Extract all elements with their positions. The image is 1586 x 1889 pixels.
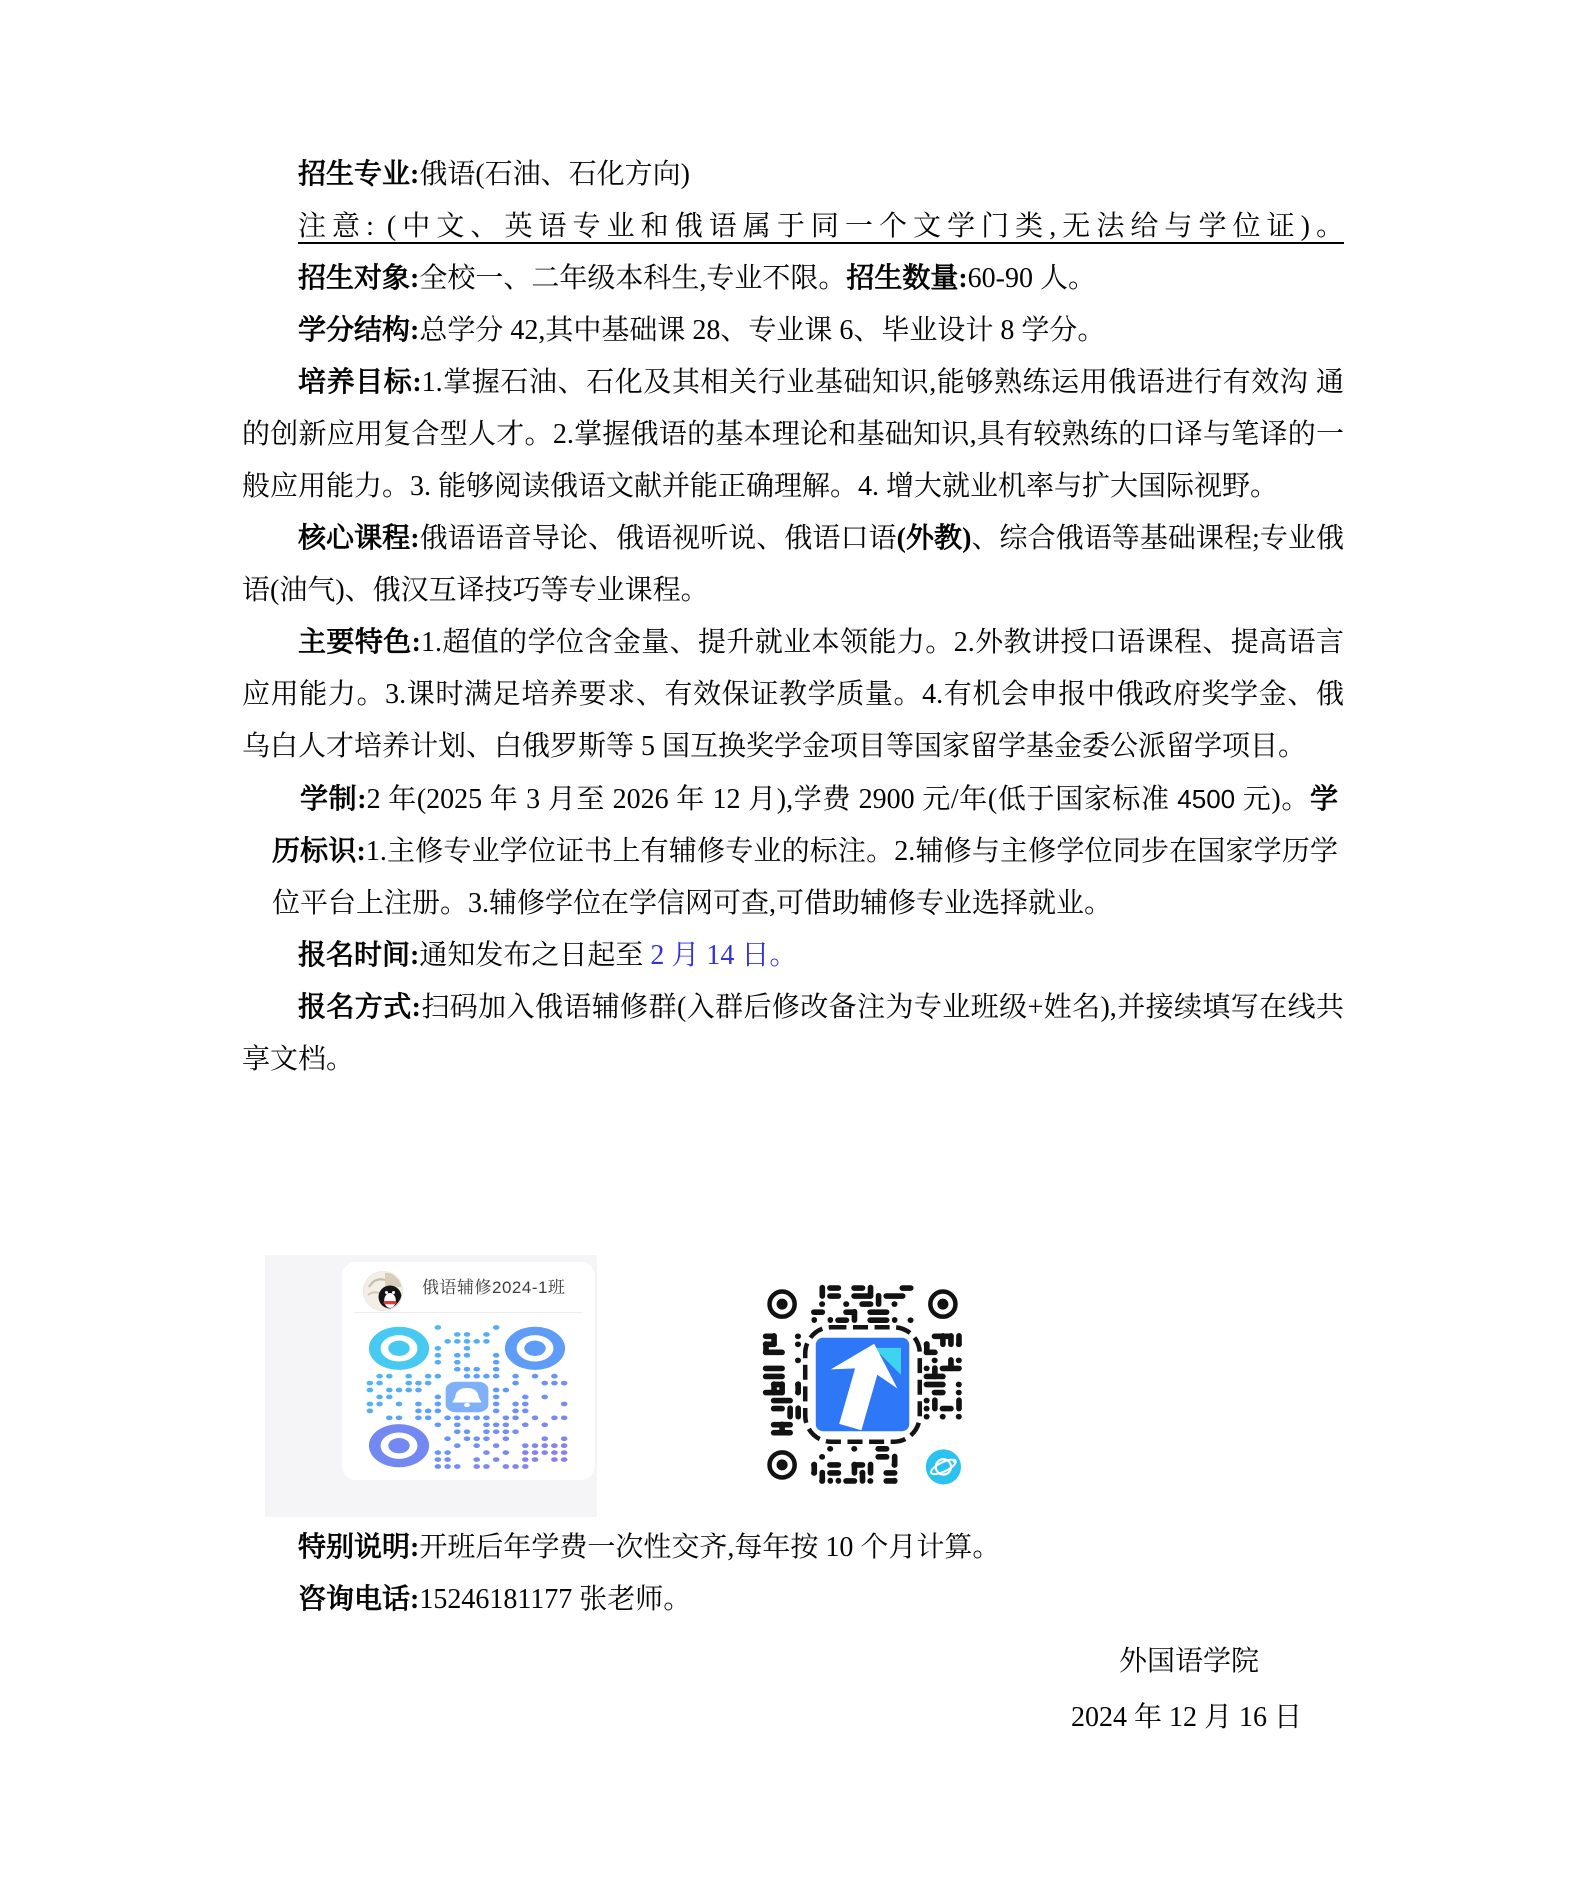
- signature-date: 2024 年 12 月 16 日: [1070, 1702, 1302, 1733]
- field-label: 特别说明:: [298, 1532, 420, 1563]
- paragraph-training-goals: [242, 357, 1344, 513]
- document-body: [242, 149, 1344, 1086]
- field-label: 学制:: [300, 784, 367, 815]
- field-label: (外教): [896, 523, 972, 554]
- field-label: 报名时间:: [298, 940, 420, 971]
- text-run: 俄语语音导论、俄语视听说、俄语口语: [419, 523, 897, 554]
- text-run: 俄语(石油、石化方向): [419, 159, 690, 190]
- paragraph-credit-structure: [242, 305, 1344, 357]
- text-run: 、综合俄语等基础课程;专业俄语(油气)、俄汉互译技巧等专业课程。: [242, 523, 1344, 606]
- qq-group-header: [342, 1262, 595, 1312]
- paragraph-main-features: [242, 617, 1344, 773]
- qq-group-name: 俄语辅修2024-1班: [422, 1278, 566, 1297]
- text-run: 15246181177 张老师。: [419, 1584, 692, 1615]
- field-label: 招生对象:: [298, 263, 420, 294]
- paragraph-signup-method: [242, 982, 1344, 1086]
- signature-org: 外国语学院: [1118, 1646, 1259, 1677]
- text-run: 2 年(2025 年 3 月至 2026 年 12 月),学费 2900 元/年(低于国家标准: [366, 784, 1178, 815]
- paragraph-duration-tuition: [272, 773, 1338, 930]
- text-run: 60-90 人。: [967, 263, 1096, 294]
- card-divider: [354, 1312, 583, 1313]
- document-footer-body: [242, 1522, 1344, 1746]
- qq-group-qr-code: [365, 1324, 569, 1470]
- field-label: 培养目标:: [298, 367, 422, 398]
- deadline-date: 2 月 14 日。: [650, 940, 798, 971]
- field-label: 报名方式:: [298, 992, 421, 1023]
- text-run: 1.掌握石油、石化及其相关行业基础知识,能够熟练运用俄语进行有效沟 通的创新应用复合型人才。2.掌握俄语的基本理论和基础知识,具有较熟练的口译与笔译的一般应用能力。3. 能够阅读俄语文献并能正确理解。4. 增大就业机率与扩大国际视野。: [242, 367, 1344, 502]
- signature-block: [242, 1634, 1344, 1746]
- text-run: 1.主修专业学位证书上有辅修专业的标注。2.辅修与主修学位同步在国家学历学位平台上注册。3.辅修学位在学信网可查,可借助辅修专业选择就业。: [272, 836, 1338, 919]
- text-run: 总学分 42,其中基础课 28、专业课 6、毕业设计 8 学分。: [419, 315, 1106, 346]
- field-label: 学历标识:: [272, 784, 1338, 867]
- paragraph-enroll-major: [242, 149, 1344, 201]
- qq-group-card: [265, 1255, 597, 1517]
- paragraph-enroll-target: [242, 253, 1344, 305]
- paragraph-contact-phone: [242, 1574, 1344, 1626]
- field-label: 学分结构:: [298, 315, 420, 346]
- paragraph-special-note: [242, 1522, 1344, 1574]
- field-label: 主要特色:: [298, 627, 421, 658]
- paragraph-signup-time: [242, 930, 1344, 982]
- text-run: 开班后年学费一次性交齐,每年按 10 个月计算。: [419, 1532, 1001, 1563]
- qq-group-card-inner: [342, 1262, 595, 1480]
- field-label: 招生专业:: [298, 159, 420, 190]
- field-label: 核心课程:: [298, 523, 420, 554]
- paragraph-note: [242, 201, 1344, 253]
- text-run: 4500: [1177, 784, 1236, 814]
- text-run: 通知发布之日起至: [419, 940, 651, 971]
- text-run: 扫码加入俄语辅修群(入群后修改备注为专业班级+姓名),并接续填写在线共享文档。: [242, 992, 1344, 1075]
- text-run: 全校一、二年级本科生,专业不限。: [419, 263, 847, 294]
- text-run: 1.超值的学位含金量、提升就业本领能力。2.外教讲授口语课程、提高语言应用能力。3.课时满足培养要求、有效保证教学质量。4.有机会申报中俄政府奖学金、俄乌白人才培养计划、白俄罗斯等 5 国互换奖学金项目等国家留学基金委公派留学项目。: [242, 627, 1344, 762]
- field-label: 咨询电话:: [298, 1584, 420, 1615]
- field-label: 招生数量:: [846, 263, 968, 294]
- text-run: 注意: (中文、英语专业和俄语属于同一个文学门类,无法给与学位证)。: [298, 211, 1344, 242]
- planet-icon-badge: [926, 1449, 961, 1484]
- text-run: 元)。: [1235, 784, 1310, 815]
- paragraph-core-courses: [242, 513, 1344, 617]
- shared-doc-qr-code: [762, 1282, 963, 1487]
- qq-penguin-avatar-icon: [363, 1271, 403, 1311]
